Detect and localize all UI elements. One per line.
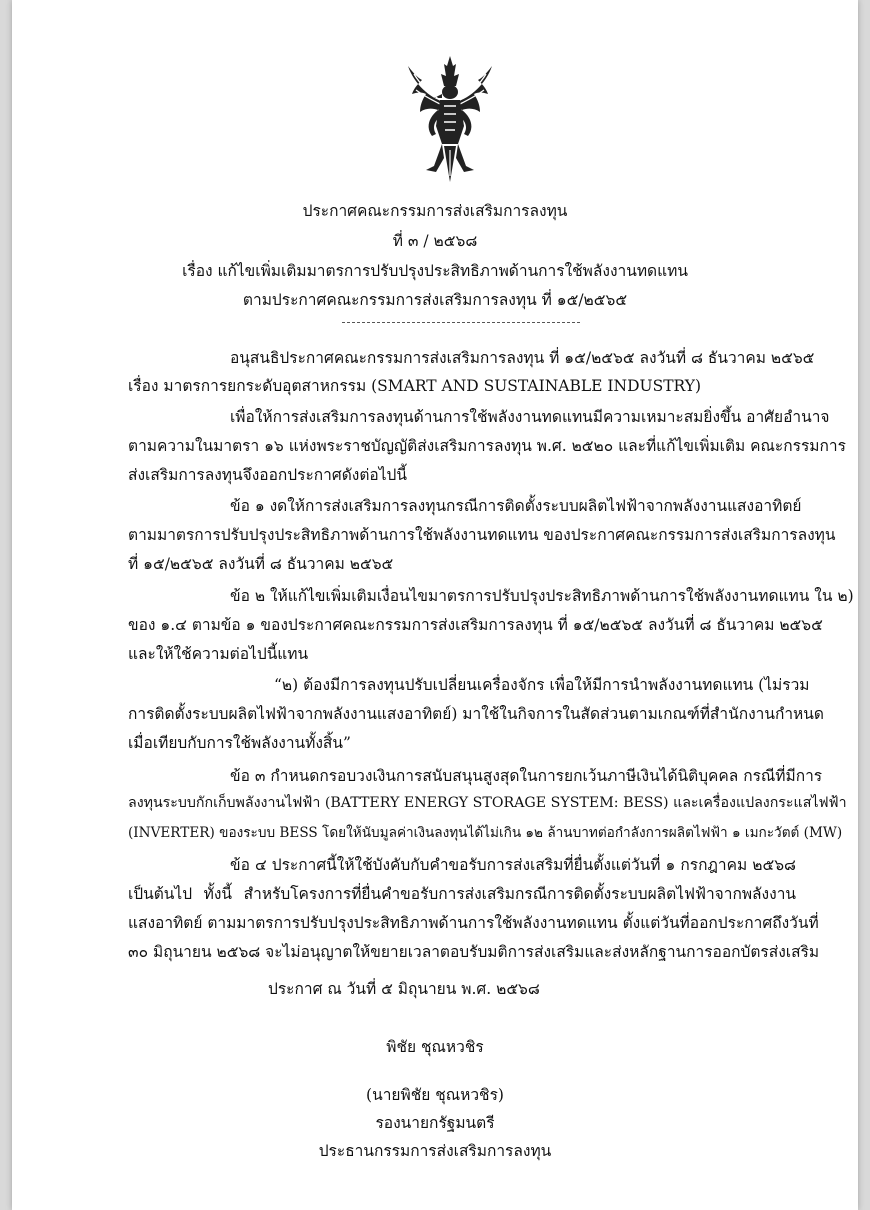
paragraph-4-line-1: ข้อ ๒ ให้แก้ไขเพิ่มเติมเงื่อนไขมาตรการปรับปรุงประสิทธิภาพด้านการใช้พลังงานทดแทน ใน ๒) <box>230 587 854 605</box>
paragraph-5-line-1: “๒) ต้องมีการลงทุนปรับเปลี่ยนเครื่องจักร เพื่อให้มีการนำพลังงานทดแทน (ไม่รวม <box>274 676 810 694</box>
paragraph-3-line-2: ตามมาตรการปรับปรุงประสิทธิภาพด้านการใช้พลังงานทดแทน ของประกาศคณะกรรมการส่งเสริมการลงทุน <box>128 526 836 544</box>
signatory-position-1: รองนายกรัฐมนตรี <box>375 1114 495 1132</box>
paragraph-6-line-1: ข้อ ๓ กำหนดกรอบวงเงินการสนับสนุนสูงสุดในการยกเว้นภาษีเงินได้นิติบุคคล กรณีที่มีการ <box>230 767 823 785</box>
paragraph-5-line-3: เมื่อเทียบกับการใช้พลังงานทั้งสิ้น” <box>128 734 351 752</box>
document-number: ที่ ๓ / ๒๕๖๘ <box>392 232 478 250</box>
signatory-name: (นายพิชัย ชุณหวชิร) <box>366 1086 504 1104</box>
document-page <box>12 0 858 1210</box>
paragraph-1-line-2: เรื่อง มาตรการยกระดับอุตสาหกรรม (SMART AND SUSTAINABLE INDUSTRY) <box>128 377 702 395</box>
paragraph-7-line-4: ๓๐ มิถุนายน ๒๕๖๘ จะไม่อนุญาตให้ขยายเวลาตอบรับมติการส่งเสริมและส่งหลักฐานการออกบัตรส่งเสริม <box>128 943 820 961</box>
paragraph-2-line-2: ตามความในมาตรา ๑๖ แห่งพระราชบัญญัติส่งเสริมการลงทุน พ.ศ. ๒๕๒๐ และที่แก้ไขเพิ่มเติม คณะกรรมการ <box>128 437 846 455</box>
paragraph-4-line-2: ของ ๑.๔ ตามข้อ ๑ ของประกาศคณะกรรมการส่งเสริมการลงทุน ที่ ๑๕/๒๕๖๕ ลงวันที่ ๘ ธันวาคม ๒๕๖๕ <box>128 616 823 634</box>
paragraph-1-line-1: อนุสนธิประกาศคณะกรรมการส่งเสริมการลงทุน ที่ ๑๕/๒๕๖๕ ลงวันที่ ๘ ธันวาคม ๒๕๖๕ <box>230 349 815 367</box>
announcement-date: ประกาศ ณ วันที่ ๕ มิถุนายน พ.ศ. ๒๕๖๘ <box>268 980 540 998</box>
paragraph-7-line-3: แสงอาทิตย์ ตามมาตรการปรับปรุงประสิทธิภาพด้านการใช้พลังงานทดแทน ตั้งแต่วันที่ออกประกาศถึงวันที่ <box>128 914 819 932</box>
paragraph-4-line-3: และให้ใช้ความต่อไปนี้แทน <box>128 645 309 663</box>
separator-line <box>342 322 580 323</box>
signature: พิชัย ชุณหวชิร <box>386 1038 484 1056</box>
subject-line-2: ตามประกาศคณะกรรมการส่งเสริมการลงทุน ที่ ๑๕/๒๕๖๕ <box>242 291 628 309</box>
paragraph-7-line-1: ข้อ ๔ ประกาศนี้ให้ใช้บังคับกับคำขอรับการส่งเสริมที่ยื่นตั้งแต่วันที่ ๑ กรกฎาคม ๒๕๖๘ <box>230 856 796 874</box>
paragraph-3-line-3: ที่ ๑๕/๒๕๖๕ ลงวันที่ ๘ ธันวาคม ๒๕๖๕ <box>128 555 394 573</box>
subject-line-1: เรื่อง แก้ไขเพิ่มเติมมาตรการปรับปรุงประสิทธิภาพด้านการใช้พลังงานทดแทน <box>182 262 688 280</box>
paragraph-5-line-2: การติดตั้งระบบผลิตไฟฟ้าจากพลังงานแสงอาทิตย์) มาใช้ในกิจการในสัดส่วนตามเกณฑ์ที่สำนักงานกำหนด <box>128 705 824 723</box>
paragraph-7-line-2: เป็นต้นไป ทั้งนี้ สำหรับโครงการที่ยื่นคำขอรับการส่งเสริมกรณีการติดตั้งระบบผลิตไฟฟ้าจากพลังงาน <box>128 885 796 903</box>
paragraph-6-line-3: (INVERTER) ของระบบ BESS โดยให้นับมูลค่าเงินลงทุนได้ไม่เกิน ๑๒ ล้านบาทต่อกำลังการผลิตไฟฟ้า ๑ เมกะวัตต์ (MW) <box>128 825 843 841</box>
paragraph-2-line-1: เพื่อให้การส่งเสริมการลงทุนด้านการใช้พลังงานทดแทนมีความเหมาะสมยิ่งขึ้น อาศัยอำนาจ <box>230 408 830 426</box>
paragraph-3-line-1: ข้อ ๑ งดให้การส่งเสริมการลงทุนกรณีการติดตั้งระบบผลิตไฟฟ้าจากพลังงานแสงอาทิตย์ <box>230 497 802 515</box>
signatory-position-2: ประธานกรรมการส่งเสริมการลงทุน <box>318 1142 552 1160</box>
paragraph-6-line-2: ลงทุนระบบกักเก็บพลังงานไฟฟ้า (BATTERY ENERGY STORAGE SYSTEM: BESS) และเครื่องแปลงกระแสไฟฟ้า <box>128 795 847 811</box>
paragraph-2-line-3: ส่งเสริมการลงทุนจึงออกประกาศดังต่อไปนี้ <box>128 466 407 484</box>
document-title: ประกาศคณะกรรมการส่งเสริมการลงทุน <box>302 202 568 220</box>
garuda-emblem-icon <box>404 54 496 184</box>
